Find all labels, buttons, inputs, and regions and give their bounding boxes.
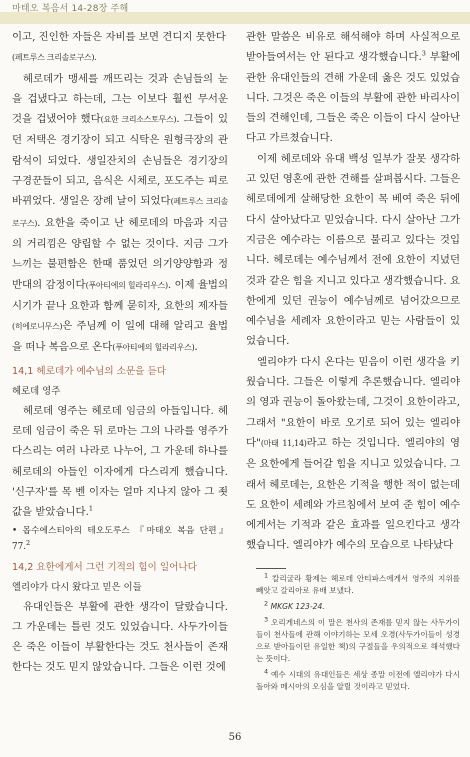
text: 오리게네스의 이 말은 천사의 존재를 믿지 않는 사두가이들이 천사들에 관해 이야기하는 모세 오경(사두가이들이 성경으로 받아들이던 유일한 책)의 구절들을 우의적으로 해석했다는 뜻이다.	[256, 618, 460, 663]
text: 부활에 관한 유대인들의 견해 가운데 옳은 것도 있었습니다. 그것은 죽은 이들의 부활에 관한 바리사이들의 견해인데, 그들은 죽은 이들이 다시 살아난다고 가르쳤습니다.	[246, 51, 460, 145]
subsection-heading: 엘리야가 다시 왔다고 믿은 이들	[12, 581, 142, 593]
footnote-number: 2	[264, 599, 269, 608]
text: .	[194, 341, 198, 354]
section-heading: 14,1 헤로데가 예수님의 소문을 듣다	[12, 365, 167, 377]
text: 예수 시대의 유대인들은 세상 종말 이전에 엘리야가 다시 돌아와 메시아의 오심을 알릴 것이라고 믿었다.	[256, 670, 460, 691]
footnote-number: 4	[264, 667, 269, 676]
text: 이고, 진인한 자들은 자비를 보면 견디지 못한다	[12, 31, 226, 43]
footnote	[256, 669, 460, 693]
footnote-marker: 2	[26, 538, 31, 547]
section-heading: 14,2 요한에게서 그런 기적의 힘이 일어나다	[12, 561, 197, 573]
footnote	[256, 617, 460, 665]
source-citation: (푸아티에의 힐라리우스)	[112, 343, 195, 353]
footnote-marker: 3	[421, 49, 426, 58]
paragraph	[246, 352, 460, 556]
footnote-divider	[256, 568, 286, 569]
source-citation: (푸아티에의 힐라리우스)	[85, 280, 168, 290]
source-citation: (페트루스 크리솔로구스).	[12, 53, 97, 63]
text: 칼리굴라 황제는 헤로데 안티파스에게서 영주의 지위를 빼앗고 갈리아로 유배 보냈다.	[256, 574, 460, 595]
running-header	[0, 0, 470, 24]
text: 헤로데가 맹세를 깨뜨리는 것과 손님들의 눈을 겁냈다고 하는데, 그는 이보다 훨씬 무서운 것을 겁냈어야 했다	[12, 72, 228, 126]
footnote-number: 3	[264, 615, 269, 624]
paragraph: 이제 헤로데와 유대 백성 일부가 잘못 생각하고 있던 영혼에 관한 견해를 살펴봅시다. 그들은 헤로데에게 살해당한 요한이 목 베여 죽은 뒤에 다시 살아났다고 믿었습니다. 다시 살아난 그가 지금은 예수라는 이름으로 불리고 있다는 것입니다. 헤로데는 예수님께서 전에 요한이 지녔던 것과 같은 힘을 지니고 있다고 생각했습니다. 요한에게 있던 권능이 예수님께로 넘어갔으므로 예수님을 세례자 요한이라고 믿는 사람들이 있었습니다.	[246, 152, 460, 348]
text: 관한 말씀은 비유로 해석해야 하며 사실적으로 받아들여서는 안 된다고 생각했습니다.	[246, 31, 460, 64]
footnote	[256, 573, 460, 597]
footnotes	[256, 573, 460, 697]
footnote-marker: 1	[88, 504, 94, 513]
text: • 몹수에스티아의 테오도루스 『마태오 복음 단편』 77.	[12, 525, 228, 552]
text: . 그들이 있던 저택은 경기장이 되고 식탁은 원형극장의 관람석이 되었다. 생일잔치의 손님들은 경기장의 구경꾼들이 되고, 음식은 시체로, 포도주는 피로 바뀌었다. 생일은 장례 날이 되었다	[12, 113, 228, 208]
text: MKGK 123-24.	[270, 602, 325, 611]
text: 은 주님께 이 일에 대해 알리고 율법을 떠나 복음으로 온다	[12, 320, 228, 354]
source-citation: (히에로니무스)	[12, 322, 63, 332]
text: 라고 하는 것입니다. 엘리야의 영은 요한에게 들어갈 힘을 지니고 있었습니다. 그래서 헤로데는, 요한은 기적을 행한 적이 없는데도 요한이 세례와 가르침에서 보여 준 힘이 예수에게서는 기적과 같은 효과를 일으킨다고 생각했습니다. 엘리야가 예수의 모습으로 나타났다	[246, 436, 460, 552]
paragraph	[12, 401, 228, 523]
text: . 요한을 죽이고 난 헤로데의 마음과 지금의 거리낌은 양립할 수 없는 것이다. 지금 그가 느끼는 불편함은 한때 품었던 의기양양함과 정반대의 감정이다	[12, 216, 228, 291]
paragraph	[12, 69, 228, 359]
footnote	[256, 601, 460, 613]
paragraph: 유대인들은 부활에 관한 생각이 달랐습니다. 그 가운데는 틀린 것도 있었습니다. 사두가이들은 죽은 이들이 부활한다는 것도 천사들이 존재한다는 것도 믿지 않았습니다. 그들은 이런 것에	[12, 600, 228, 674]
text: 엘리야가 다시 온다는 믿음이 이런 생각을 키웠습니다. 그들은 이렇게 추론했습니다. 엘리야의 영과 권능이 돌아왔는데, 그것이 요한이라고, 그래서 "요한이 바로 오기로 되어 있는 엘리야다"	[246, 355, 460, 449]
source-citation: (요한 크리소스토무스)	[100, 115, 177, 125]
page-number: 56	[228, 732, 242, 743]
footnote-number: 1	[264, 571, 269, 580]
left-column	[12, 27, 228, 678]
running-title: 마태오 복음서 14-28장 주해	[12, 4, 129, 14]
text: . 이제 율법의 시기가 끝나 요한과 함께 묻히자, 요한의 제자들	[12, 278, 228, 312]
right-column	[246, 27, 460, 556]
scripture-reference: (마태 11,14)	[260, 438, 307, 448]
source-reference	[12, 523, 228, 555]
text: 헤로데 영주는 헤로데 임금의 아들입니다. 헤로데 임금이 죽은 뒤 로마는 그의 나라를 영주가 다스리는 여러 나라로 나누어, 그 가운데 하나를 헤로데의 아들인 이자에게 다스리게 했습니다. '신구자'를 목 벤 이자는 얼마 지나지 않아 그 죗값을 받았습니다.	[12, 404, 228, 519]
source-citation: (페트루스 크리솔로구스)	[12, 197, 229, 228]
paragraph	[246, 27, 460, 149]
paragraph	[12, 27, 228, 69]
subsection-heading: 헤로데 영주	[12, 385, 61, 397]
